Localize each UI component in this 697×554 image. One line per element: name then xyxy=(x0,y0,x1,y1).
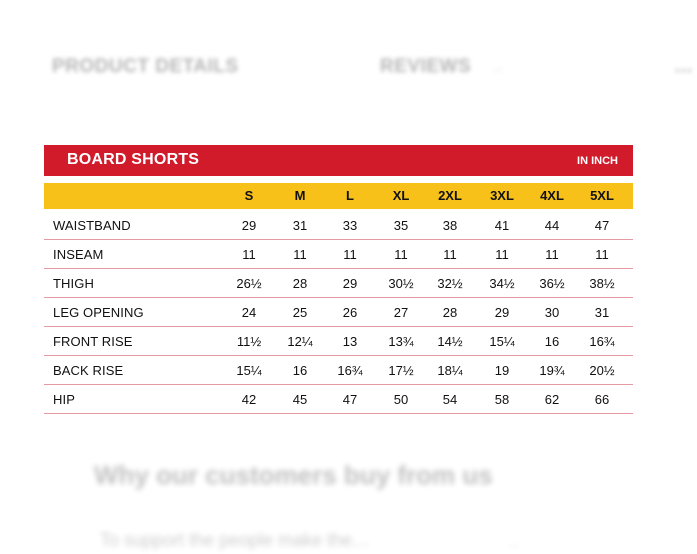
table-cell: 16¾ xyxy=(589,334,615,349)
table-cell: 15¼ xyxy=(489,334,515,349)
table-cell: 11 xyxy=(545,247,559,262)
measurement-label: WAISTBAND xyxy=(53,218,131,233)
size-header-xl: XL xyxy=(392,188,410,203)
table-cell: 38½ xyxy=(589,276,615,291)
size-chart-title: BOARD SHORTS xyxy=(67,151,200,168)
size-header-2xl: 2XL xyxy=(438,188,462,203)
table-cell: 44 xyxy=(544,218,560,233)
table-cell: 11 xyxy=(443,247,457,262)
table-cell: 25 xyxy=(292,305,308,320)
table-cell: 24 xyxy=(241,305,257,320)
table-cell: 18¼ xyxy=(437,363,463,378)
table-cell: 31 xyxy=(594,305,610,320)
table-cell: 11 xyxy=(595,247,609,262)
table-cell: 11½ xyxy=(236,334,262,349)
table-cell: 38 xyxy=(442,218,458,233)
table-row xyxy=(44,298,633,327)
size-header-4xl: 4XL xyxy=(540,188,564,203)
table-cell: 35 xyxy=(393,218,409,233)
size-chart-title-bar xyxy=(44,145,633,176)
table-cell: 36½ xyxy=(539,276,565,291)
table-cell: 29 xyxy=(494,305,510,320)
background-subtext: To support the people make the… xyxy=(100,530,371,550)
table-row xyxy=(44,211,633,240)
table-cell: 11 xyxy=(293,247,307,262)
table-cell: 11 xyxy=(495,247,509,262)
table-cell: 12¼ xyxy=(287,334,313,349)
table-cell: 16¾ xyxy=(337,363,363,378)
table-cell: 47 xyxy=(594,218,610,233)
table-cell: 28 xyxy=(442,305,458,320)
table-cell: 62 xyxy=(544,392,560,407)
table-cell: 17½ xyxy=(388,363,414,378)
table-row xyxy=(44,356,633,385)
table-cell: 26 xyxy=(342,305,358,320)
table-cell: 45 xyxy=(292,392,308,407)
size-header-5xl: 5XL xyxy=(590,188,614,203)
size-header-row xyxy=(44,183,633,209)
table-cell: 27 xyxy=(393,305,409,320)
table-cell: 14½ xyxy=(437,334,463,349)
table-cell: 30½ xyxy=(388,276,414,291)
reviews-count: … xyxy=(492,62,503,74)
size-chart-unit: IN INCH xyxy=(577,155,618,167)
table-cell: 54 xyxy=(442,392,458,407)
table-cell: 42 xyxy=(241,392,257,407)
table-cell: 13¾ xyxy=(388,334,414,349)
measurement-rows xyxy=(44,211,633,414)
measurement-label: HIP xyxy=(53,392,75,407)
size-chart xyxy=(44,145,633,414)
table-cell: 19¾ xyxy=(539,363,565,378)
measurement-label: THIGH xyxy=(53,276,94,291)
size-header-s: S xyxy=(244,188,254,203)
table-cell: 41 xyxy=(494,218,510,233)
table-cell: 16 xyxy=(292,363,308,378)
table-cell: 15¼ xyxy=(236,363,262,378)
table-cell: 28 xyxy=(292,276,308,291)
table-cell: 47 xyxy=(342,392,358,407)
table-row xyxy=(44,269,633,298)
table-cell: 32½ xyxy=(437,276,463,291)
table-cell: 30 xyxy=(544,305,560,320)
table-cell: 26½ xyxy=(236,276,262,291)
background-subtext-right: … xyxy=(508,536,520,550)
measurement-label: FRONT RISE xyxy=(53,334,133,349)
table-cell: 33 xyxy=(342,218,358,233)
table-cell: 34½ xyxy=(489,276,515,291)
background-heading: Why our customers buy from us xyxy=(94,460,493,490)
measurement-label: BACK RISE xyxy=(53,363,124,378)
table-cell: 13 xyxy=(342,334,358,349)
table-row xyxy=(44,240,633,269)
table-cell: 50 xyxy=(393,392,409,407)
tab-product-details[interactable]: PRODUCT DETAILS xyxy=(52,56,239,77)
table-cell: 16 xyxy=(544,334,560,349)
table-cell: 11 xyxy=(394,247,408,262)
table-cell: 31 xyxy=(292,218,308,233)
table-cell: 66 xyxy=(594,392,610,407)
measurement-label: INSEAM xyxy=(53,247,104,262)
size-header-l: L xyxy=(346,188,354,203)
table-cell: 20½ xyxy=(589,363,615,378)
table-cell: 11 xyxy=(343,247,357,262)
tab-more[interactable]: … xyxy=(674,56,693,77)
table-cell: 29 xyxy=(342,276,358,291)
table-row xyxy=(44,385,633,414)
background-tabs xyxy=(52,56,697,86)
size-header-m: M xyxy=(294,188,306,203)
size-header-3xl: 3XL xyxy=(490,188,514,203)
table-cell: 58 xyxy=(494,392,510,407)
tab-reviews[interactable]: REVIEWS xyxy=(380,56,472,77)
table-cell: 11 xyxy=(242,247,256,262)
table-row xyxy=(44,327,633,356)
table-cell: 19 xyxy=(494,363,510,378)
table-cell: 29 xyxy=(241,218,257,233)
measurement-label: LEG OPENING xyxy=(53,305,144,320)
